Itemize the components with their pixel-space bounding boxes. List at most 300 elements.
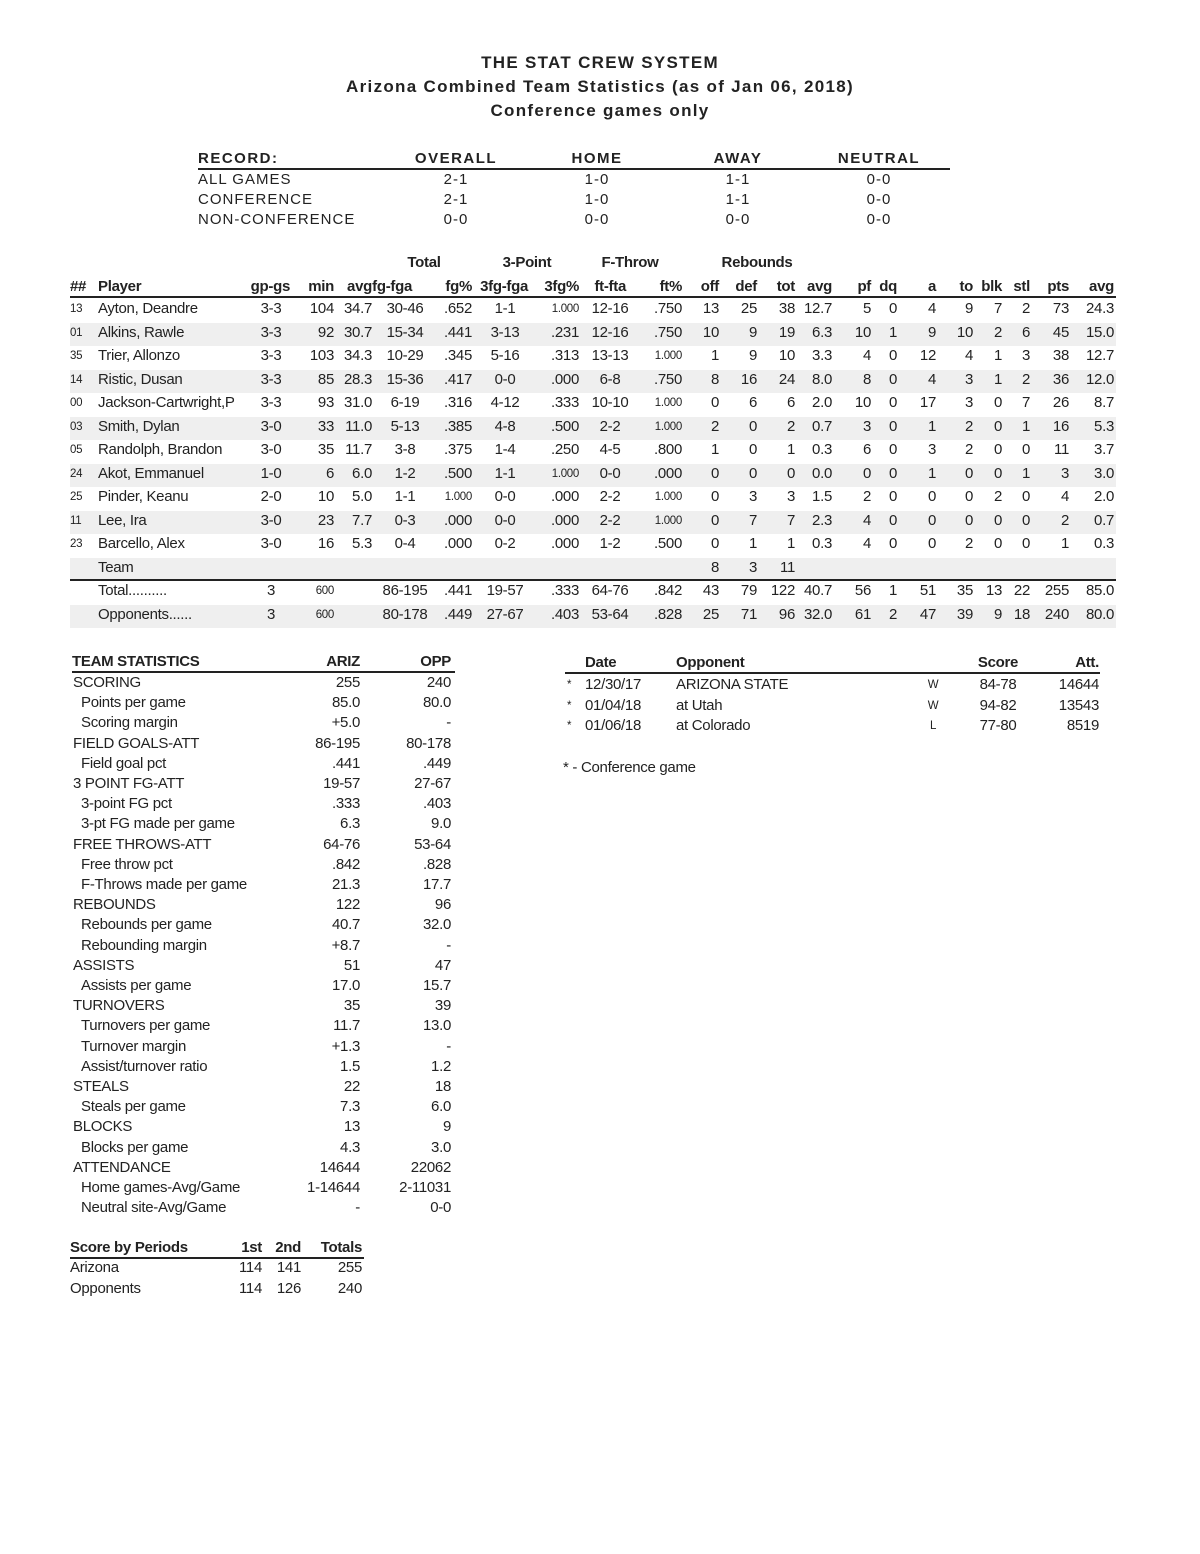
stat-label: SCORING bbox=[73, 674, 141, 691]
player-cell: 23 bbox=[70, 538, 83, 550]
totals-cell: .449 bbox=[444, 605, 472, 623]
player-cell: .441 bbox=[444, 323, 472, 341]
ariz-value: 1.5 bbox=[340, 1057, 360, 1075]
player-cell: 10 bbox=[778, 347, 795, 364]
player-cell: 2-2 bbox=[599, 511, 621, 529]
player-cell: 0.7 bbox=[1094, 511, 1114, 529]
periods-cell: 114 bbox=[238, 1259, 262, 1276]
player-cell: .333 bbox=[551, 394, 579, 411]
record-cell: 0-0 bbox=[725, 211, 751, 228]
opp-value: 22062 bbox=[410, 1158, 451, 1176]
record-cell: 1-0 bbox=[584, 191, 610, 208]
player-cell: 3.7 bbox=[1094, 441, 1114, 458]
column-header: Player bbox=[98, 278, 142, 295]
player-cell: .385 bbox=[444, 417, 472, 435]
stat-label: Turnovers per game bbox=[81, 1017, 211, 1035]
player-cell: 6-8 bbox=[599, 370, 621, 388]
player-cell: 103 bbox=[309, 347, 334, 364]
column-header: pts bbox=[1047, 278, 1069, 295]
stat-label: Free throw pct bbox=[81, 855, 173, 873]
column-header: blk bbox=[981, 278, 1002, 295]
player-cell: 6.3 bbox=[812, 323, 832, 341]
player-cell: 3 bbox=[964, 370, 973, 388]
player-cell: 93 bbox=[317, 394, 334, 411]
stat-label: FIELD GOALS-ATT bbox=[73, 734, 200, 752]
player-cell: .000 bbox=[444, 535, 472, 552]
opp-value: 27-67 bbox=[414, 775, 451, 792]
player-cell: 10 bbox=[854, 323, 871, 341]
player-cell: 19 bbox=[778, 323, 795, 341]
periods-header: Totals bbox=[320, 1239, 362, 1256]
player-cell: 1-1 bbox=[494, 464, 516, 482]
player-cell: 30.7 bbox=[344, 323, 372, 341]
totals-cell: .403 bbox=[551, 605, 579, 623]
player-cell: 11.0 bbox=[345, 417, 372, 435]
games-rule bbox=[565, 672, 1100, 674]
player-cell: 2 bbox=[786, 417, 795, 435]
player-cell: 4 bbox=[862, 347, 871, 364]
player-cell: 4 bbox=[927, 300, 936, 317]
ariz-value: 13 bbox=[343, 1118, 360, 1136]
player-cell: .750 bbox=[654, 323, 682, 341]
player-cell: 13 bbox=[70, 303, 83, 315]
player-cell: 9 bbox=[748, 347, 757, 364]
ariz-value: 85.0 bbox=[332, 694, 360, 712]
periods-cell: 141 bbox=[276, 1259, 301, 1276]
player-cell: 2 bbox=[993, 488, 1002, 505]
player-cell: 0.3 bbox=[812, 441, 832, 458]
player-cell: 00 bbox=[70, 397, 83, 409]
player-cell: 3 bbox=[1021, 347, 1030, 364]
player-cell: 0 bbox=[888, 488, 897, 505]
player-cell: 2 bbox=[993, 323, 1002, 341]
column-header: 3fg% bbox=[544, 278, 579, 295]
game-cell: 8519 bbox=[1066, 717, 1099, 734]
player-cell: 0-0 bbox=[494, 370, 516, 388]
ariz-value: 7.3 bbox=[340, 1098, 360, 1116]
opp-value: 9.0 bbox=[431, 815, 451, 833]
player-cell: 10-29 bbox=[386, 347, 424, 364]
column-header: to bbox=[959, 278, 973, 295]
opp-value: 13.0 bbox=[423, 1017, 451, 1035]
player-cell: .313 bbox=[551, 347, 579, 364]
player-cell: 11 bbox=[1054, 441, 1069, 458]
totals-cell: 53-64 bbox=[591, 605, 629, 623]
report-title: Arizona Combined Team Statistics (as of Jan 06, 2018) bbox=[346, 77, 854, 96]
player-cell: 8 bbox=[710, 370, 719, 388]
player-cell: 1.000 bbox=[444, 491, 472, 503]
ariz-value: 86-195 bbox=[315, 734, 360, 752]
player-cell: 23 bbox=[317, 511, 334, 529]
game-cell: 01/04/18 bbox=[585, 696, 641, 714]
player-cell: 104 bbox=[309, 300, 334, 317]
ariz-value: - bbox=[355, 1199, 360, 1217]
game-header: Date bbox=[585, 654, 617, 671]
totals-cell: 80-178 bbox=[382, 605, 428, 623]
player-cell: 0 bbox=[710, 488, 719, 505]
player-cell: 0-0 bbox=[494, 511, 516, 529]
player-cell: 0 bbox=[888, 535, 897, 552]
player-cell: 0 bbox=[993, 511, 1002, 529]
player-cell: Barcello, Alex bbox=[98, 535, 185, 552]
player-cell: 0 bbox=[748, 464, 757, 482]
stat-label: Home games-Avg/Game bbox=[81, 1179, 241, 1196]
opp-value: - bbox=[446, 1037, 451, 1055]
totals-cell: 3 bbox=[266, 582, 276, 599]
player-cell: .345 bbox=[444, 347, 472, 364]
totals-cell: 43 bbox=[702, 582, 719, 599]
opp-value: 32.0 bbox=[423, 916, 451, 934]
player-cell: 15-34 bbox=[386, 323, 424, 341]
periods-cell: Opponents bbox=[70, 1280, 141, 1297]
ariz-value: +1.3 bbox=[331, 1037, 360, 1055]
player-cell: 1.000 bbox=[551, 467, 579, 480]
totals-cell: 122 bbox=[770, 582, 795, 599]
team-stats-rule bbox=[72, 671, 455, 673]
player-cell: 0 bbox=[888, 300, 897, 317]
game-cell: 01/06/18 bbox=[585, 717, 641, 734]
totals-cell: .333 bbox=[551, 582, 579, 599]
player-cell: 14 bbox=[70, 373, 83, 386]
ariz-value: 35 bbox=[343, 997, 360, 1015]
player-cell: 73 bbox=[1052, 300, 1069, 317]
player-cell: 0 bbox=[927, 535, 936, 552]
player-cell: 0.3 bbox=[812, 535, 832, 552]
player-cell: 6 bbox=[748, 394, 757, 411]
game-cell: * bbox=[567, 699, 572, 712]
player-cell: 0 bbox=[1021, 441, 1030, 458]
totals-cell: 13 bbox=[985, 582, 1002, 599]
player-cell: .000 bbox=[444, 511, 472, 529]
player-cell: Jackson-Cartwright,P bbox=[98, 394, 235, 411]
player-cell: 3-0 bbox=[260, 441, 282, 458]
column-group-header: 3-Point bbox=[502, 254, 552, 271]
totals-cell: 2 bbox=[888, 605, 897, 623]
player-cell: 0 bbox=[748, 417, 757, 435]
game-cell: W bbox=[927, 699, 939, 712]
record-header: OVERALL bbox=[414, 150, 498, 167]
player-cell: 12.7 bbox=[1086, 347, 1114, 364]
player-cell: 0 bbox=[710, 511, 719, 529]
ariz-value: 14644 bbox=[319, 1158, 360, 1176]
totals-cell: 96 bbox=[778, 605, 795, 623]
player-cell: 1 bbox=[786, 441, 795, 458]
player-cell: 0 bbox=[993, 464, 1002, 482]
opp-value: 80.0 bbox=[423, 694, 451, 712]
player-cell: 36 bbox=[1052, 370, 1069, 388]
opp-value: 240 bbox=[426, 674, 451, 691]
ariz-value: 6.3 bbox=[340, 815, 360, 833]
player-cell: 0 bbox=[888, 347, 897, 364]
stat-label: 3-pt FG made per game bbox=[81, 815, 235, 833]
player-cell: 05 bbox=[70, 444, 83, 456]
ariz-value: .842 bbox=[332, 855, 360, 873]
player-cell: 2 bbox=[862, 488, 871, 505]
stat-label: 3-point FG pct bbox=[81, 795, 172, 813]
totals-cell: 39 bbox=[956, 605, 973, 623]
player-cell: 4 bbox=[1060, 488, 1069, 505]
player-cell: 6 bbox=[786, 394, 795, 411]
opp-value: 9 bbox=[442, 1118, 451, 1136]
ariz-value: 11.7 bbox=[333, 1017, 360, 1035]
totals-cell: 1 bbox=[888, 582, 897, 599]
column-header: a bbox=[927, 278, 936, 295]
player-cell: 3 bbox=[748, 488, 757, 505]
conference-game-footnote: * - Conference game bbox=[563, 759, 696, 776]
totals-cell: 32.0 bbox=[804, 605, 832, 623]
player-cell: 10 bbox=[317, 488, 334, 505]
totals-cell: 80.0 bbox=[1086, 605, 1114, 623]
player-cell: 2 bbox=[964, 535, 973, 552]
player-cell: 1-4 bbox=[494, 441, 516, 458]
periods-cell: 240 bbox=[337, 1280, 362, 1297]
player-cell: 2 bbox=[1021, 370, 1030, 388]
player-cell: 1 bbox=[927, 417, 936, 435]
record-cell: CONFERENCE bbox=[198, 191, 314, 208]
player-cell: Pinder, Keanu bbox=[98, 488, 189, 505]
player-cell: 11.7 bbox=[345, 441, 372, 458]
player-cell: 12.7 bbox=[804, 300, 832, 317]
totals-cell: Total.......... bbox=[98, 582, 167, 599]
player-cell: 8.0 bbox=[812, 370, 832, 388]
player-cell: .417 bbox=[444, 370, 472, 388]
player-cell: 0 bbox=[710, 535, 719, 552]
column-header: fg-fga bbox=[372, 278, 412, 295]
game-cell: * bbox=[567, 679, 572, 691]
player-cell: 03 bbox=[70, 420, 83, 433]
player-cell: 11 bbox=[70, 514, 82, 527]
player-cell: 7 bbox=[748, 511, 757, 529]
player-cell: 4-5 bbox=[599, 441, 621, 458]
game-cell: 84-78 bbox=[979, 676, 1017, 693]
player-cell: 2.0 bbox=[812, 394, 832, 411]
game-header: Score bbox=[977, 654, 1019, 671]
player-cell: 3-0 bbox=[260, 417, 282, 435]
player-cell: 34.3 bbox=[344, 347, 372, 364]
player-cell: 1-1 bbox=[494, 300, 516, 317]
game-cell: 94-82 bbox=[979, 696, 1017, 714]
totals-cell: 27-67 bbox=[486, 605, 524, 623]
player-cell: 2.3 bbox=[812, 511, 832, 529]
player-cell: 1 bbox=[1021, 417, 1030, 435]
stat-label: Blocks per game bbox=[81, 1138, 189, 1156]
game-cell: 14644 bbox=[1058, 676, 1099, 693]
player-cell: 0 bbox=[964, 488, 973, 505]
record-header: NEUTRAL bbox=[837, 150, 921, 167]
player-cell: 0 bbox=[888, 511, 897, 529]
player-cell: 2.0 bbox=[1094, 488, 1114, 505]
player-cell: 8.7 bbox=[1094, 394, 1114, 411]
ariz-header: ARIZ bbox=[326, 653, 360, 670]
ariz-value: 255 bbox=[335, 674, 360, 691]
record-cell: 0-0 bbox=[866, 211, 892, 228]
player-cell: 0 bbox=[1021, 535, 1030, 552]
player-cell: 2 bbox=[710, 417, 719, 435]
stat-label: Points per game bbox=[81, 694, 186, 712]
player-cell: 0-4 bbox=[394, 535, 416, 552]
player-cell: 4 bbox=[862, 535, 871, 552]
player-cell: 1.000 bbox=[654, 397, 682, 409]
player-cell: 0 bbox=[927, 511, 936, 529]
totals-cell: 56 bbox=[854, 582, 871, 599]
player-cell: 2 bbox=[964, 417, 973, 435]
player-cell: 0 bbox=[862, 464, 871, 482]
totals-cell: 240 bbox=[1044, 605, 1069, 623]
player-cell: .000 bbox=[551, 511, 579, 529]
player-cell: 11 bbox=[780, 558, 795, 576]
player-cell: 4 bbox=[927, 370, 936, 388]
player-cell: 35 bbox=[70, 350, 83, 362]
stat-label: Neutral site-Avg/Game bbox=[81, 1199, 227, 1217]
record-cell: 0-0 bbox=[866, 171, 892, 188]
opp-value: 80-178 bbox=[406, 734, 451, 752]
player-cell: 4-12 bbox=[490, 394, 520, 411]
player-cell: 3-3 bbox=[260, 347, 282, 364]
stat-label: STEALS bbox=[73, 1078, 129, 1095]
totals-cell: 85.0 bbox=[1086, 582, 1114, 599]
player-cell: 4 bbox=[862, 511, 871, 529]
player-cell: 0 bbox=[993, 535, 1002, 552]
player-cell: 17 bbox=[919, 394, 936, 411]
player-cell: 1 bbox=[710, 347, 719, 364]
totals-cell: 3 bbox=[266, 605, 276, 623]
player-cell: 3 bbox=[748, 558, 757, 576]
record-cell: NON-CONFERENCE bbox=[198, 211, 356, 228]
ariz-value: +8.7 bbox=[331, 936, 360, 954]
player-cell: 15-36 bbox=[386, 370, 424, 388]
player-cell: .000 bbox=[551, 370, 579, 388]
player-cell: 31.0 bbox=[344, 394, 372, 411]
player-cell: 5-13 bbox=[390, 417, 420, 435]
record-header: HOME bbox=[571, 150, 623, 167]
header-rule bbox=[70, 296, 1116, 298]
player-cell: .000 bbox=[551, 488, 579, 505]
column-header: min bbox=[308, 278, 334, 295]
player-cell: 35 bbox=[317, 441, 334, 458]
totals-cell: 47 bbox=[919, 605, 936, 623]
column-header: avg bbox=[347, 278, 372, 295]
totals-cell: 600 bbox=[315, 608, 334, 621]
stat-label: ASSISTS bbox=[73, 956, 135, 974]
game-cell: ARIZONA STATE bbox=[676, 676, 789, 693]
stat-label: ATTENDANCE bbox=[73, 1158, 171, 1176]
stat-label: BLOCKS bbox=[73, 1118, 133, 1136]
player-cell: 01 bbox=[70, 326, 83, 339]
record-cell: 2-1 bbox=[443, 191, 469, 208]
game-cell: 77-80 bbox=[979, 717, 1017, 734]
column-header: gp-gs bbox=[250, 278, 290, 295]
player-cell: .500 bbox=[551, 417, 579, 435]
totals-rule bbox=[70, 579, 1116, 581]
periods-cell: Arizona bbox=[70, 1259, 119, 1276]
opp-value: .403 bbox=[423, 795, 451, 813]
player-cell: Alkins, Rawle bbox=[98, 323, 185, 341]
player-cell: 33 bbox=[317, 417, 334, 435]
totals-cell: 22 bbox=[1013, 582, 1030, 599]
player-cell: 0 bbox=[786, 464, 795, 482]
totals-cell: 255 bbox=[1044, 582, 1069, 599]
player-cell: Akot, Emmanuel bbox=[98, 464, 204, 482]
player-cell: 0 bbox=[993, 441, 1002, 458]
game-header: Opponent bbox=[676, 654, 745, 671]
player-cell: 3 bbox=[927, 441, 936, 458]
player-cell: 0 bbox=[888, 441, 897, 458]
game-cell: * bbox=[567, 720, 572, 732]
player-cell: 1 bbox=[710, 441, 719, 458]
column-group-header: Rebounds bbox=[721, 254, 793, 271]
player-cell: 3-13 bbox=[490, 323, 520, 341]
player-cell: .000 bbox=[654, 464, 682, 482]
opp-value: 1.2 bbox=[431, 1057, 451, 1075]
stat-label: 3 POINT FG-ATT bbox=[73, 775, 185, 792]
ariz-value: 22 bbox=[343, 1078, 360, 1095]
player-cell: Trier, Allonzo bbox=[98, 347, 180, 364]
ariz-value: .441 bbox=[332, 754, 360, 772]
player-cell: 1 bbox=[888, 323, 897, 341]
player-cell: 16 bbox=[740, 370, 757, 388]
player-cell: 3 bbox=[786, 488, 795, 505]
player-cell: Randolph, Brandon bbox=[98, 441, 223, 458]
opp-value: 39 bbox=[434, 997, 451, 1015]
player-cell: 6.0 bbox=[352, 464, 372, 482]
player-cell: 1 bbox=[748, 535, 757, 552]
player-cell: .316 bbox=[444, 394, 472, 411]
periods-cell: 126 bbox=[276, 1280, 301, 1297]
player-cell: 0 bbox=[888, 417, 897, 435]
player-cell: 3-8 bbox=[394, 441, 416, 458]
player-cell: Team bbox=[98, 558, 134, 576]
player-cell: 45 bbox=[1052, 323, 1069, 341]
player-cell: 0 bbox=[964, 464, 973, 482]
player-cell: 3 bbox=[1060, 464, 1069, 482]
game-cell: at Utah bbox=[676, 696, 723, 714]
player-cell: 4-8 bbox=[494, 417, 516, 435]
player-cell: 7.7 bbox=[352, 511, 372, 529]
stat-label: Turnover margin bbox=[81, 1037, 186, 1055]
player-cell: 5-16 bbox=[490, 347, 520, 364]
ariz-value: +5.0 bbox=[331, 714, 360, 732]
column-header: pf bbox=[857, 278, 871, 295]
totals-cell: 64-76 bbox=[591, 582, 629, 599]
player-cell: 2 bbox=[1060, 511, 1069, 529]
totals-cell: 19-57 bbox=[486, 582, 524, 599]
player-cell: 9 bbox=[964, 300, 973, 317]
player-cell: 12 bbox=[919, 347, 936, 364]
player-cell: 0.7 bbox=[812, 417, 832, 435]
player-cell: 13-13 bbox=[591, 347, 629, 364]
player-cell: 6 bbox=[862, 441, 871, 458]
stat-label: Scoring margin bbox=[81, 714, 178, 732]
player-cell: 38 bbox=[778, 300, 795, 317]
totals-cell: .828 bbox=[654, 605, 682, 623]
report-subtitle: Conference games only bbox=[490, 101, 710, 120]
player-cell: 0-2 bbox=[494, 535, 516, 552]
player-cell: 6-19 bbox=[390, 394, 420, 411]
player-cell: 8 bbox=[862, 370, 871, 388]
player-cell: 0-3 bbox=[394, 511, 416, 529]
column-header: ft-fta bbox=[594, 278, 626, 295]
ariz-value: 64-76 bbox=[323, 835, 360, 853]
player-cell: 2-2 bbox=[599, 417, 621, 435]
periods-cell: 114 bbox=[238, 1280, 262, 1297]
player-cell: 1-2 bbox=[599, 535, 621, 552]
opp-value: 17.7 bbox=[423, 876, 451, 893]
player-cell: 1-1 bbox=[394, 488, 416, 505]
player-cell: 0 bbox=[748, 441, 757, 458]
opp-value: 3.0 bbox=[431, 1138, 451, 1156]
player-cell: 12.0 bbox=[1086, 370, 1114, 388]
opp-header: OPP bbox=[420, 653, 451, 670]
